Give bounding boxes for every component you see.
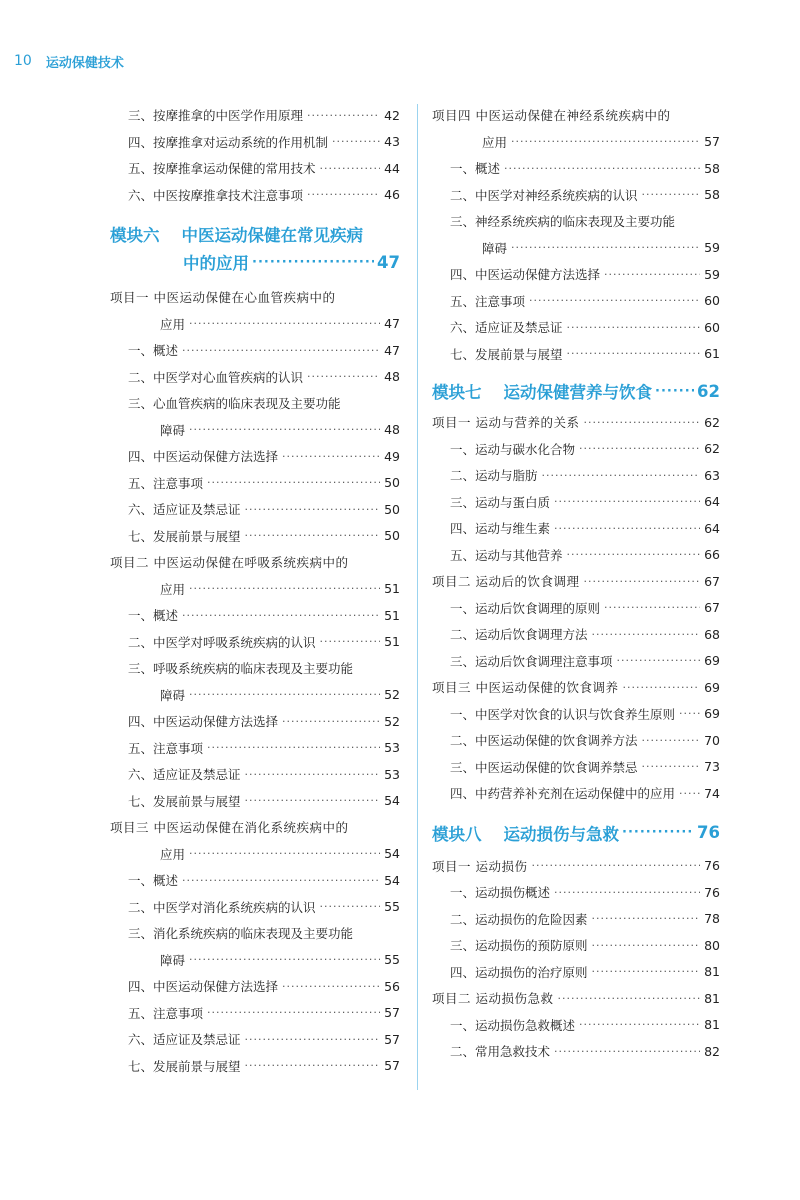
project-single: [432, 674, 720, 701]
toc-entry-label: 三、心血管疾病的临床表现及主要功能: [128, 396, 341, 412]
toc-entry-page: 73: [704, 759, 720, 775]
toc-entry-page: 64: [704, 494, 720, 510]
module-title: 运动损伤与急救: [503, 824, 619, 844]
toc-entry-page: 59: [704, 240, 720, 256]
toc-entry[interactable]: [432, 515, 720, 542]
toc-entry-label: 四、按摩推拿对运动系统的作用机制: [128, 134, 329, 150]
toc-entry[interactable]: [432, 208, 720, 235]
module-heading-7[interactable]: [432, 377, 720, 405]
toc-entry-page: 70: [704, 732, 720, 748]
leader-dots: [583, 575, 700, 588]
toc-right-column: [432, 102, 720, 1065]
toc-entry-label: 应用: [482, 134, 508, 150]
toc-entry[interactable]: [432, 853, 720, 880]
leader-dots: [579, 442, 700, 455]
leader-dots: [592, 628, 701, 641]
toc-entry[interactable]: [110, 496, 400, 523]
toc-entry-page: 61: [704, 346, 720, 362]
toc-entry-page: 54: [384, 793, 400, 809]
toc-entry-label: 四、中医运动保健方法选择: [450, 267, 601, 283]
toc-entry-page: 51: [384, 581, 400, 597]
toc-entry[interactable]: [432, 674, 720, 701]
toc-entry-label: 一、概述: [128, 343, 179, 359]
leader-dots: [554, 522, 700, 535]
toc-entry-label: 五、注意事项: [128, 1005, 204, 1021]
toc-entry-label: 项目三 中医运动保健在消化系统疾病中的: [110, 820, 349, 836]
toc-entry-label: 二、中医学对呼吸系统疾病的认识: [128, 634, 316, 650]
toc-group: [432, 595, 720, 675]
toc-entry-page: 68: [704, 626, 720, 642]
toc-entry-label: 三、按摩推拿的中医学作用原理: [128, 108, 304, 124]
leader-dots: [592, 965, 701, 978]
toc-entry-label: 三、消化系统疾病的临床表现及主要功能: [128, 926, 354, 942]
toc-entry[interactable]: [110, 155, 400, 182]
toc-entry-page: 50: [384, 475, 400, 491]
toc-entry-page: 78: [704, 911, 720, 927]
toc-entry[interactable]: [110, 867, 400, 894]
toc-entry[interactable]: [432, 288, 720, 315]
toc-entry-page: 48: [384, 422, 400, 438]
toc-entry-label: 二、运动损伤的危险因素: [450, 911, 588, 927]
toc-entry[interactable]: [110, 284, 400, 311]
leader-dots: [189, 847, 380, 860]
leader-dots: [642, 188, 701, 201]
module-heading-8[interactable]: [432, 819, 720, 847]
toc-entry[interactable]: [110, 549, 400, 576]
toc-entry[interactable]: [110, 788, 400, 815]
leader-dots: [542, 469, 701, 482]
toc-entry-label: 七、发展前景与展望: [128, 1058, 241, 1074]
toc-entry[interactable]: [432, 932, 720, 959]
toc-entry-page: 62: [704, 414, 720, 430]
toc-entry-label: 五、注意事项: [450, 293, 526, 309]
toc-entry-page: 76: [704, 858, 720, 874]
toc-entry-label: 一、运动与碳水化合物: [450, 441, 576, 457]
toc-entry-page: 54: [384, 872, 400, 888]
leader-dots: [282, 715, 380, 728]
toc-entry-page: 63: [704, 467, 720, 483]
toc-entry-label: 四、运动损伤的治疗原则: [450, 964, 588, 980]
toc-entry[interactable]: [432, 182, 720, 209]
toc-entry-page: 47: [384, 316, 400, 332]
module-page: 62: [697, 381, 720, 401]
toc-entry[interactable]: [432, 341, 720, 368]
toc-entry-label: 三、神经系统疾病的临床表现及主要功能: [450, 214, 676, 230]
toc-entry-label: 三、呼吸系统疾病的临床表现及主要功能: [128, 661, 354, 677]
toc-entry[interactable]: [432, 959, 720, 986]
toc-entry[interactable]: [432, 985, 720, 1012]
toc-entry-page: 55: [384, 952, 400, 968]
toc-entry[interactable]: [432, 102, 720, 129]
toc-entry[interactable]: [110, 920, 400, 947]
toc-entry-label: 项目三 中医运动保健的饮食调养: [432, 680, 619, 696]
project-single: [432, 853, 720, 880]
toc-entry-page: 50: [384, 501, 400, 517]
toc-entry-page: 55: [384, 899, 400, 915]
toc-entry[interactable]: [110, 708, 400, 735]
leader-dots: [655, 384, 694, 399]
toc-entry[interactable]: [110, 1000, 400, 1027]
leader-dots: [617, 654, 701, 667]
leader-dots: [189, 317, 380, 330]
leader-dots: [207, 476, 380, 489]
page-header: [14, 50, 124, 72]
toc-entry-page: 69: [704, 653, 720, 669]
module-page: 76: [697, 823, 720, 842]
toc-entry-page: 64: [704, 520, 720, 536]
leader-dots: [189, 688, 380, 701]
toc-entry-label: 六、中医按摩推拿技术注意事项: [128, 187, 304, 203]
toc-entry[interactable]: [110, 417, 400, 444]
leader-dots: [604, 601, 700, 614]
leader-dots: [245, 794, 381, 807]
toc-entry-page: 81: [704, 964, 720, 980]
toc-entry-label: 七、发展前景与展望: [450, 346, 563, 362]
leader-dots: [642, 760, 701, 773]
toc-entry-label: 五、运动与其他营养: [450, 547, 563, 563]
toc-entry[interactable]: [432, 754, 720, 781]
leader-dots: [679, 707, 700, 720]
toc-entry[interactable]: [432, 568, 720, 595]
toc-entry-label: 三、运动损伤的预防原则: [450, 938, 588, 954]
toc-entry-label: 六、适应证及禁忌证: [128, 1032, 241, 1048]
toc-entry-label: 七、发展前景与展望: [128, 793, 241, 809]
project-single: [432, 985, 720, 1012]
toc-entry-page: 69: [704, 706, 720, 722]
toc-entry-label: 六、适应证及禁忌证: [128, 767, 241, 783]
toc-entry-label: 一、中医学对饮食的认识与饮食养生原则: [450, 706, 676, 722]
toc-entry-label: 障碍: [160, 422, 186, 438]
toc-entry-label: 一、概述: [128, 873, 179, 889]
toc-entry[interactable]: [110, 814, 400, 841]
toc-entry-label: 应用: [160, 316, 186, 332]
toc-entry[interactable]: [432, 489, 720, 516]
leader-dots: [245, 768, 381, 781]
toc-entry-page: 50: [384, 528, 400, 544]
project-heading: [110, 549, 400, 602]
toc-entry-label: 二、运动与脂肪: [450, 468, 538, 484]
project-heading: [110, 814, 400, 867]
module-heading-6[interactable]: [110, 220, 400, 276]
leader-dots: [529, 294, 700, 307]
toc-entry[interactable]: [110, 470, 400, 497]
module-label: 模块八: [432, 824, 482, 844]
toc-entry[interactable]: [110, 761, 400, 788]
toc-entry[interactable]: [110, 682, 400, 709]
toc-entry-page: 56: [384, 978, 400, 994]
toc-entry-label: 项目一 运动与营养的关系: [432, 415, 580, 431]
toc-entry-page: 67: [704, 573, 720, 589]
toc-entry[interactable]: [432, 906, 720, 933]
toc-entry[interactable]: [432, 1038, 720, 1065]
leader-dots: [511, 135, 700, 148]
toc-left-column: [110, 102, 400, 1079]
toc-group: [432, 436, 720, 569]
toc-entry-page: 82: [704, 1043, 720, 1059]
toc-entry[interactable]: [110, 602, 400, 629]
toc-entry[interactable]: [432, 879, 720, 906]
toc-entry-label: 四、中医运动保健方法选择: [128, 449, 279, 465]
toc-entry-label: 四、中医运动保健方法选择: [128, 979, 279, 995]
toc-entry[interactable]: [432, 409, 720, 436]
toc-entry-label: 五、注意事项: [128, 740, 204, 756]
toc-group: [110, 602, 400, 814]
toc-entry[interactable]: [110, 973, 400, 1000]
toc-group: [110, 102, 400, 208]
toc-entry-page: 62: [704, 441, 720, 457]
leader-dots: [245, 529, 381, 542]
toc-entry-page: 43: [384, 134, 400, 150]
toc-entry-label: 项目二 运动后的饮食调理: [432, 574, 580, 590]
toc-entry-label: 五、注意事项: [128, 475, 204, 491]
module-label: 模块六: [110, 226, 160, 245]
toc-entry-page: 53: [384, 766, 400, 782]
leader-dots: [245, 1033, 381, 1046]
toc-entry-label: 三、运动与蛋白质: [450, 494, 551, 510]
toc-entry[interactable]: [110, 1053, 400, 1080]
project-heading: [432, 102, 720, 155]
toc-entry-page: 80: [704, 937, 720, 953]
leader-dots: [622, 825, 694, 840]
leader-dots: [567, 548, 701, 561]
toc-entry-page: 51: [384, 634, 400, 650]
toc-entry-page: 52: [384, 687, 400, 703]
toc-entry[interactable]: [110, 311, 400, 338]
toc-entry[interactable]: [110, 364, 400, 391]
toc-entry[interactable]: [432, 780, 720, 807]
toc-entry[interactable]: [110, 576, 400, 603]
toc-entry-page: 81: [704, 1017, 720, 1033]
toc-entry-label: 四、中医运动保健方法选择: [128, 714, 279, 730]
toc-entry[interactable]: [110, 735, 400, 762]
leader-dots: [554, 886, 700, 899]
toc-entry[interactable]: [432, 129, 720, 156]
leader-dots: [642, 734, 701, 747]
toc-entry-page: 48: [384, 369, 400, 385]
toc-entry-label: 项目二 中医运动保健在呼吸系统疾病中的: [110, 555, 349, 571]
toc-entry-page: 54: [384, 846, 400, 862]
toc-entry-page: 58: [704, 160, 720, 176]
toc-entry-label: 四、中药营养补充剂在运动保健中的应用: [450, 786, 676, 802]
leader-dots: [554, 495, 700, 508]
toc-entry[interactable]: [432, 155, 720, 182]
leader-dots: [320, 162, 381, 175]
toc-entry-label: 项目一 运动损伤: [432, 858, 528, 874]
toc-entry[interactable]: [432, 701, 720, 728]
toc-entry[interactable]: [432, 462, 720, 489]
toc-entry-label: 一、概述: [450, 161, 501, 177]
toc-entry[interactable]: [432, 542, 720, 569]
toc-entry-page: 58: [704, 187, 720, 203]
leader-dots: [592, 939, 701, 952]
toc-entry-page: 69: [704, 679, 720, 695]
toc-entry-label: 三、中医运动保健的饮食调养禁忌: [450, 759, 638, 775]
toc-entry-label: 二、常用急救技术: [450, 1044, 551, 1060]
toc-entry-page: 57: [384, 1031, 400, 1047]
leader-dots: [307, 370, 380, 383]
module-label: 模块七: [432, 383, 482, 402]
leader-dots: [307, 109, 380, 122]
leader-dots: [320, 635, 381, 648]
toc-entry-page: 49: [384, 448, 400, 464]
toc-entry-page: 57: [704, 134, 720, 150]
toc-entry-label: 四、运动与维生素: [450, 521, 551, 537]
toc-entry[interactable]: [432, 235, 720, 262]
toc-entry-page: 47: [384, 342, 400, 358]
leader-dots: [182, 874, 380, 887]
toc-entry-label: 二、中医学对神经系统疾病的认识: [450, 187, 638, 203]
toc-entry-page: 60: [704, 319, 720, 335]
module-title: 运动保健营养与饮食: [503, 383, 652, 402]
leader-dots: [282, 450, 380, 463]
leader-dots: [207, 1006, 380, 1019]
toc-entry-label: 六、适应证及禁忌证: [450, 320, 563, 336]
leader-dots: [282, 980, 380, 993]
leader-dots: [511, 241, 700, 254]
toc-entry-label: 应用: [160, 581, 186, 597]
toc-entry[interactable]: [110, 102, 400, 129]
toc-entry-page: 53: [384, 740, 400, 756]
toc-entry-label: 障碍: [160, 687, 186, 703]
toc-entry[interactable]: [432, 727, 720, 754]
toc-entry-page: 52: [384, 713, 400, 729]
toc-group: [432, 155, 720, 367]
toc-entry-page: 46: [384, 187, 400, 203]
toc-entry[interactable]: [110, 841, 400, 868]
leader-dots: [557, 992, 700, 1005]
toc-entry-label: 项目一 中医运动保健在心血管疾病中的: [110, 290, 336, 306]
toc-entry[interactable]: [432, 648, 720, 675]
leader-dots: [307, 188, 380, 201]
toc-group: [110, 867, 400, 1079]
toc-entry-page: 57: [384, 1058, 400, 1074]
leader-dots: [245, 1059, 381, 1072]
toc-entry-page: 60: [704, 293, 720, 309]
leader-dots: [320, 900, 381, 913]
project-single: [432, 409, 720, 436]
leader-dots: [554, 1045, 700, 1058]
leader-dots: [604, 268, 700, 281]
leader-dots: [531, 859, 700, 872]
toc-entry-label: 七、发展前景与展望: [128, 528, 241, 544]
leader-dots: [245, 503, 381, 516]
toc-entry[interactable]: [432, 621, 720, 648]
toc-entry[interactable]: [110, 182, 400, 209]
project-single: [432, 568, 720, 595]
toc-entry-page: 66: [704, 547, 720, 563]
toc-entry-label: 一、运动损伤急救概述: [450, 1017, 576, 1033]
toc-entry[interactable]: [110, 443, 400, 470]
toc-entry[interactable]: [432, 314, 720, 341]
toc-entry[interactable]: [110, 1026, 400, 1053]
leader-dots: [579, 1018, 700, 1031]
toc-entry-page: 42: [384, 107, 400, 123]
toc-entry[interactable]: [432, 436, 720, 463]
leader-dots: [567, 321, 701, 334]
toc-entry[interactable]: [432, 595, 720, 622]
toc-group: [432, 701, 720, 807]
page-number: 10: [14, 53, 32, 69]
project-heading: [110, 284, 400, 337]
toc-entry-page: 74: [704, 785, 720, 801]
leader-dots: [189, 582, 380, 595]
leader-dots: [332, 135, 380, 148]
toc-entry-page: 57: [384, 1005, 400, 1021]
toc-entry-page: 81: [704, 990, 720, 1006]
toc-entry[interactable]: [432, 261, 720, 288]
toc-entry-label: 三、运动后饮食调理注意事项: [450, 653, 613, 669]
toc-entry[interactable]: [110, 947, 400, 974]
leader-dots: [189, 423, 380, 436]
toc-group: [110, 337, 400, 549]
toc-entry-page: 59: [704, 266, 720, 282]
toc-entry-label: 六、适应证及禁忌证: [128, 502, 241, 518]
toc-entry-label: 障碍: [482, 240, 508, 256]
toc-entry[interactable]: [110, 129, 400, 156]
toc-entry-label: 五、按摩推拿运动保健的常用技术: [128, 161, 316, 177]
toc-entry[interactable]: [432, 1012, 720, 1039]
book-title: 运动保健技术: [45, 55, 124, 71]
toc-group: [432, 1012, 720, 1065]
toc-entry[interactable]: [110, 337, 400, 364]
leader-dots: [182, 344, 380, 357]
toc-entry-label: 项目二 运动损伤急救: [432, 991, 554, 1007]
leader-dots: [252, 255, 374, 270]
toc-entry-label: 应用: [160, 846, 186, 862]
toc-entry[interactable]: [110, 523, 400, 550]
toc-entry-page: 51: [384, 607, 400, 623]
toc-entry-label: 一、运动后饮食调理的原则: [450, 600, 601, 616]
toc-entry-page: 67: [704, 600, 720, 616]
leader-dots: [592, 912, 701, 925]
module-page: 47: [377, 252, 400, 272]
toc-entry-label: 项目四 中医运动保健在神经系统疾病中的: [432, 108, 671, 124]
leader-dots: [622, 681, 700, 694]
toc-entry-label: 二、中医学对心血管疾病的认识: [128, 369, 304, 385]
toc-entry-page: 76: [704, 884, 720, 900]
leader-dots: [189, 953, 380, 966]
leader-dots: [567, 347, 701, 360]
toc-entry-label: 二、中医运动保健的饮食调养方法: [450, 733, 638, 749]
module-title-cont: 中的应用: [183, 254, 249, 273]
leader-dots: [583, 416, 700, 429]
toc-entry-label: 一、概述: [128, 608, 179, 624]
toc-entry[interactable]: [110, 894, 400, 921]
toc-entry[interactable]: [110, 655, 400, 682]
leader-dots: [182, 609, 380, 622]
toc-entry-label: 二、中医学对消化系统疾病的认识: [128, 899, 316, 915]
toc-entry[interactable]: [110, 629, 400, 656]
toc-entry[interactable]: [110, 390, 400, 417]
module-title: 中医运动保健在常见疾病: [181, 226, 363, 245]
toc-entry-label: 二、运动后饮食调理方法: [450, 627, 588, 643]
toc-entry-label: 一、运动损伤概述: [450, 885, 551, 901]
toc-entry-page: 44: [384, 160, 400, 176]
leader-dots: [679, 787, 700, 800]
leader-dots: [207, 741, 380, 754]
column-divider: [417, 104, 418, 1090]
toc-group: [432, 879, 720, 985]
leader-dots: [504, 162, 700, 175]
toc-entry-label: 障碍: [160, 952, 186, 968]
